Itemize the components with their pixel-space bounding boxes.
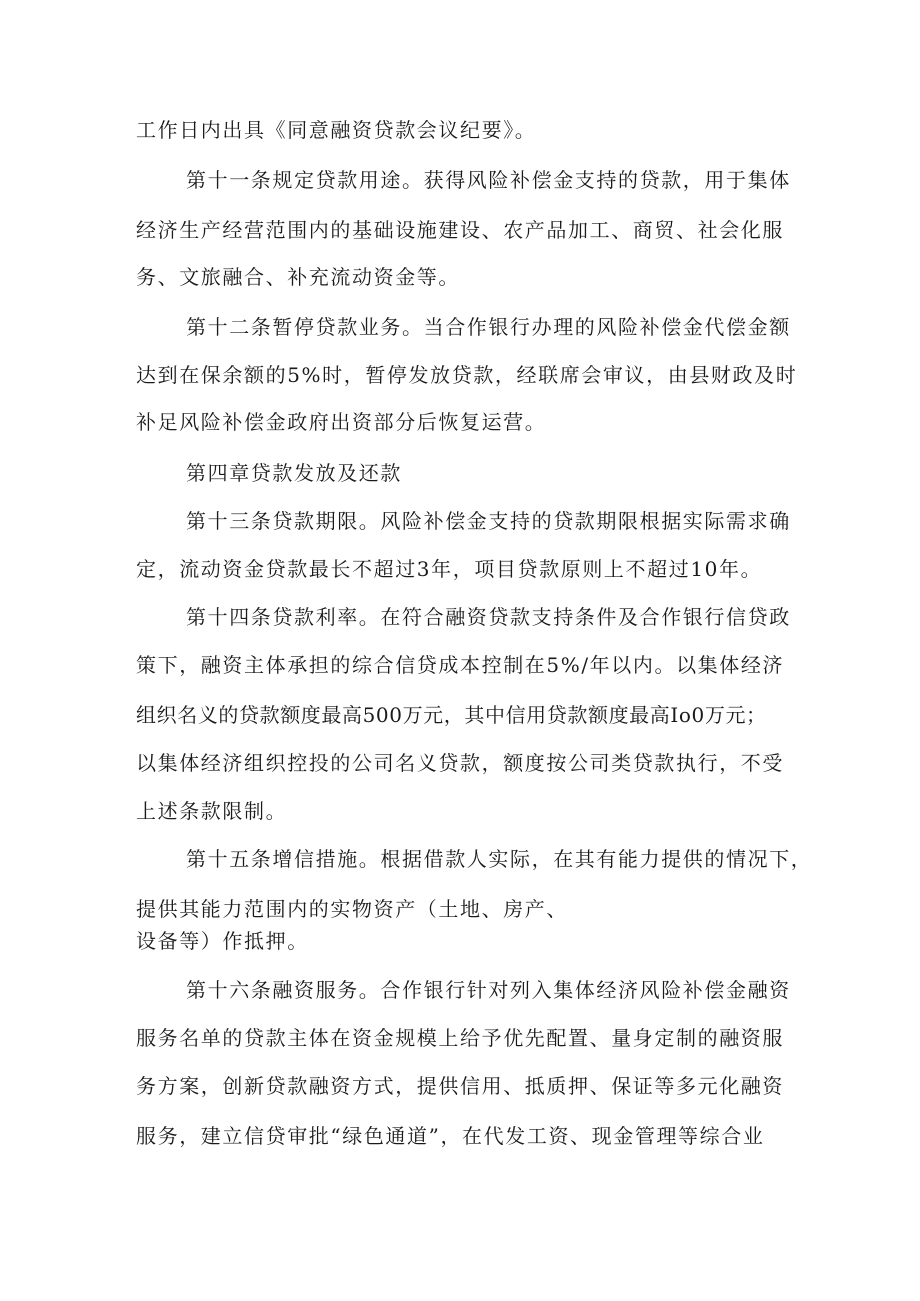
body-text-line: 设备等）作抵押。 bbox=[136, 929, 309, 953]
body-text-line: 达到在保余额的5%时，暂停发放贷款，经联席会审议，由县财政及时 bbox=[136, 363, 798, 387]
article-12-line: 第十二条暂停贷款业务。当合作银行办理的风险补偿金代偿金额 bbox=[186, 315, 791, 339]
article-13-line: 第十三条贷款期限。风险补偿金支持的贷款期限根据实际需求确 bbox=[186, 509, 791, 533]
body-text-line: 工作日内出具《同意融资贷款会议纪要》。 bbox=[136, 118, 537, 142]
body-text-line: 定，流动资金贷款最长不超过3年，项目贷款原则上不超过10年。 bbox=[136, 557, 763, 581]
article-14-line: 第十四条贷款利率。在符合融资贷款支持条件及合作银行信贷政 bbox=[186, 605, 791, 629]
body-text-line: 务方案，创新贷款融资方式，提供信用、抵质押、保证等多元化融资 bbox=[136, 1074, 784, 1098]
article-15-line: 第十五条增信措施。根据借款人实际，在其有能力提供的情况下， bbox=[186, 847, 813, 871]
body-text-line: 提供其能力范围内的实物资产（土地、房产、 bbox=[136, 897, 568, 921]
body-text-line: 服务名单的贷款主体在资金规模上给予优先配置、量身定制的融资服 bbox=[136, 1026, 784, 1050]
body-text-line: 组织名义的贷款额度最高500万元，其中信用贷款额度最高Io0万元； bbox=[136, 703, 767, 727]
article-16-line: 第十六条融资服务。合作银行针对列入集体经济风险补偿金融资 bbox=[186, 978, 791, 1002]
chapter-4-heading: 第四章贷款发放及还款 bbox=[186, 461, 402, 485]
body-text-line: 策下，融资主体承担的综合信贷成本控制在5%/年以内。以集体经济 bbox=[136, 653, 785, 677]
body-text-line: 经济生产经营范围内的基础设施建设、农产品加工、商贸、社会化服 bbox=[136, 218, 784, 242]
article-11-line: 第十一条规定贷款用途。获得风险补偿金支持的贷款，用于集体 bbox=[186, 168, 791, 192]
body-text-line: 补足风险补偿金政府出资部分后恢复运营。 bbox=[136, 410, 547, 434]
body-text-line: 服务，建立信贷审批“绿色通道”，在代发工资、现金管理等综合业 bbox=[136, 1124, 765, 1148]
body-text-line: 以集体经济组织控投的公司名义贷款，额度按公司类贷款执行，不受 bbox=[136, 751, 784, 775]
body-text-line: 务、文旅融合、补充流动资金等。 bbox=[136, 265, 460, 289]
body-text-line: 上述条款限制。 bbox=[136, 799, 288, 823]
